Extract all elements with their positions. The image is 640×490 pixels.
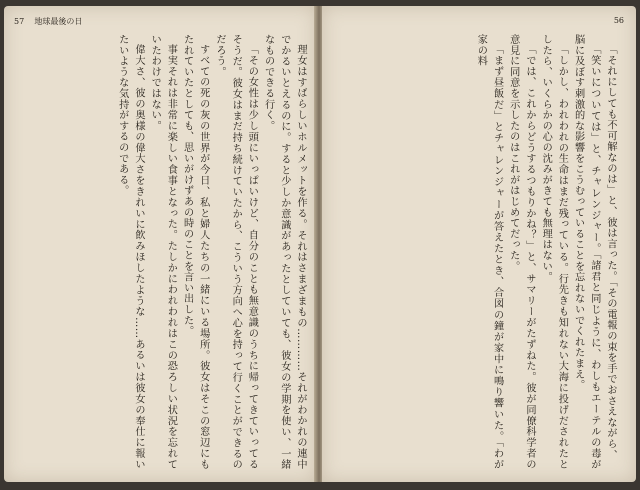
- left-running-head: [14, 16, 82, 27]
- left-text-block: [18, 34, 308, 470]
- right-running-head: [614, 16, 624, 25]
- right-text-block: [332, 34, 618, 470]
- paragraph: すべての死の灰の世界が今日、私と婦人たちの一緒にいる場所。彼女はそこの窓辺にもたれていたとしても、思いがけずあの時のことを言い出した。: [181, 34, 209, 470]
- paragraph: 「では、これからどうするつもりかね？」と、サマリーがたずねた。彼が同僚科学者の意見に同意を示したのはこれがはじめてだった。: [507, 34, 535, 470]
- right-page: [322, 6, 636, 482]
- left-page: [4, 6, 316, 482]
- paragraph: 「それにしても不可解なのは」と、彼は言った。「その電報の束を手でおさえながら、: [605, 44, 616, 461]
- right-page-number: 56: [613, 16, 624, 25]
- paragraph: 「その女性は少し頭にいっぱいけど、自分のことも無意識のうちに帰ってきていってるそうだ。彼女はまだ持ち続けていたから、こういう方向へ心を持って行くことができるのだろう。: [213, 34, 258, 470]
- left-page-number: 57: [14, 17, 25, 26]
- paragraph: 「笑いについては」と、チャレンジャー。「諸君と同じように、わしもエーテルの毒が脳に及ぼす刺激的な影響をこうむっていることを忘れないでくれたまえ。: [572, 34, 600, 470]
- paragraph: 「まず昼飯だ」とチャレンジャーが答えたとき、合図の鐘が家中に鳴り響いた。「わが家の料: [475, 34, 503, 470]
- paragraph: 事実それは非常に楽しい食事となった。たしかにわれわれはこの恐ろしい状況を忘れていたわけではない。: [149, 34, 177, 470]
- paragraph: 偉大さ、彼の奥様の偉大さをきれいに飲みほしたような……あるいは彼女の奉仕に報いたいような気持がするのである。: [116, 34, 144, 470]
- paragraph: 「しかし、われわれの生命はまだ残っている。行先きも知れない大海に投げだされたとしたら、いくらかの心の沈みがきても無理はない。: [540, 34, 568, 470]
- paragraph: 理女はすばらしいホルメットを作る。それはさまざまもの…………それがわかれの連中でかるいとえるのに。すると少しか意識があったとしていても、彼女の学期を使い、一緒なものできる行く。: [262, 34, 306, 470]
- running-title: 地球最後の日: [34, 17, 83, 26]
